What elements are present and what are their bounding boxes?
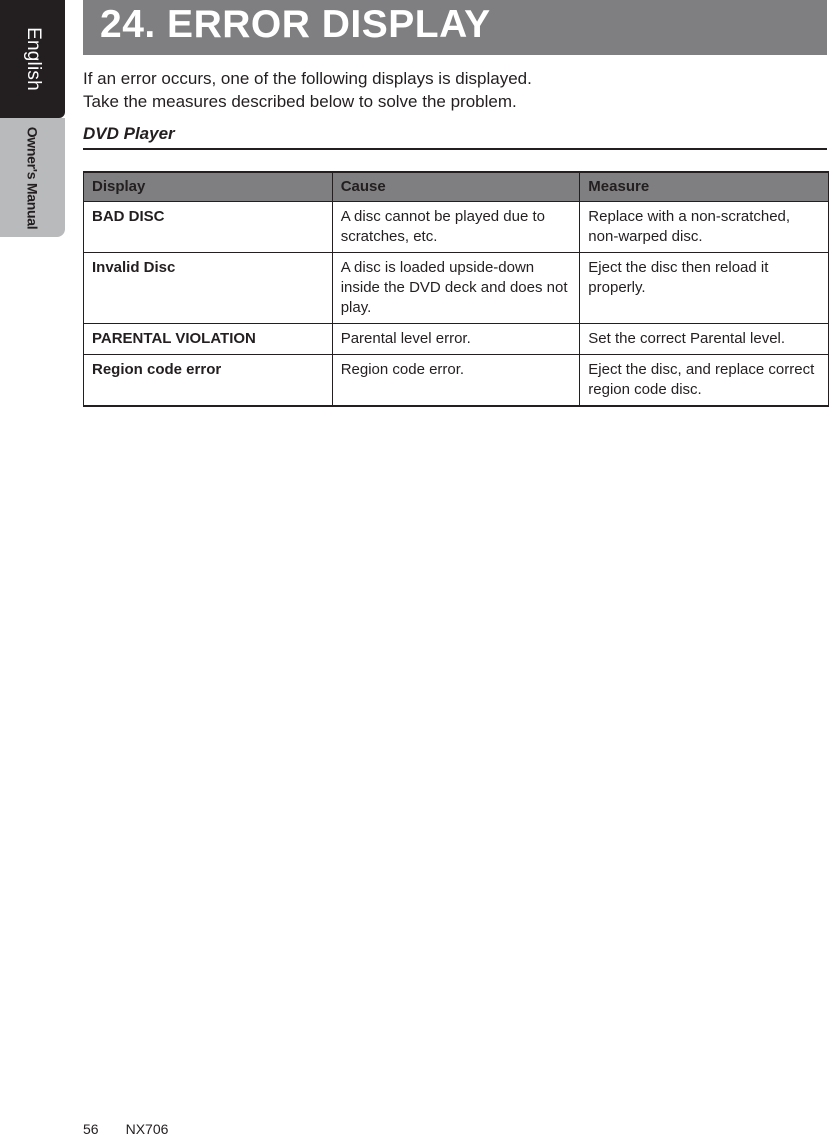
intro-line-2: Take the measures described below to solve the problem. bbox=[83, 92, 517, 111]
cell-cause: A disc cannot be played due to scratches, etc. bbox=[332, 202, 580, 253]
cell-measure: Set the correct Parental level. bbox=[580, 324, 829, 355]
cell-cause: Parental level error. bbox=[332, 324, 580, 355]
header-display: Display bbox=[84, 172, 333, 202]
table-row bbox=[84, 202, 829, 253]
model-name: NX706 bbox=[125, 1121, 169, 1137]
manual-tab bbox=[0, 118, 65, 237]
cell-display: Invalid Disc bbox=[84, 253, 333, 324]
header-cause: Cause bbox=[332, 172, 580, 202]
subsection-heading bbox=[83, 124, 827, 150]
subsection-heading-text: DVD Player bbox=[83, 124, 175, 143]
section-title-bar bbox=[83, 0, 827, 55]
table-row bbox=[84, 355, 829, 407]
intro-line-1: If an error occurs, one of the following displays is displayed. bbox=[83, 69, 532, 88]
language-tab-label: English bbox=[22, 27, 44, 91]
cell-display: BAD DISC bbox=[84, 202, 333, 253]
cell-display: PARENTAL VIOLATION bbox=[84, 324, 333, 355]
cell-cause: A disc is loaded upside-down inside the DVD deck and does not play. bbox=[332, 253, 580, 324]
cell-measure: Replace with a non-scratched, non-warped disc. bbox=[580, 202, 829, 253]
language-tab bbox=[0, 0, 65, 118]
page-number: 56 bbox=[83, 1121, 99, 1137]
manual-tab-label: Owner's Manual bbox=[24, 126, 41, 229]
intro-text bbox=[83, 67, 823, 113]
table-row bbox=[84, 324, 829, 355]
section-title: 24. ERROR DISPLAY bbox=[100, 3, 491, 46]
error-table bbox=[83, 171, 829, 407]
table-row bbox=[84, 253, 829, 324]
header-measure: Measure bbox=[580, 172, 829, 202]
cell-cause: Region code error. bbox=[332, 355, 580, 407]
table-header bbox=[84, 172, 829, 202]
cell-measure: Eject the disc, and replace correct region code disc. bbox=[580, 355, 829, 407]
cell-display: Region code error bbox=[84, 355, 333, 407]
page-footer bbox=[83, 1121, 168, 1137]
cell-measure: Eject the disc then reload it properly. bbox=[580, 253, 829, 324]
table-header-row bbox=[84, 172, 829, 202]
